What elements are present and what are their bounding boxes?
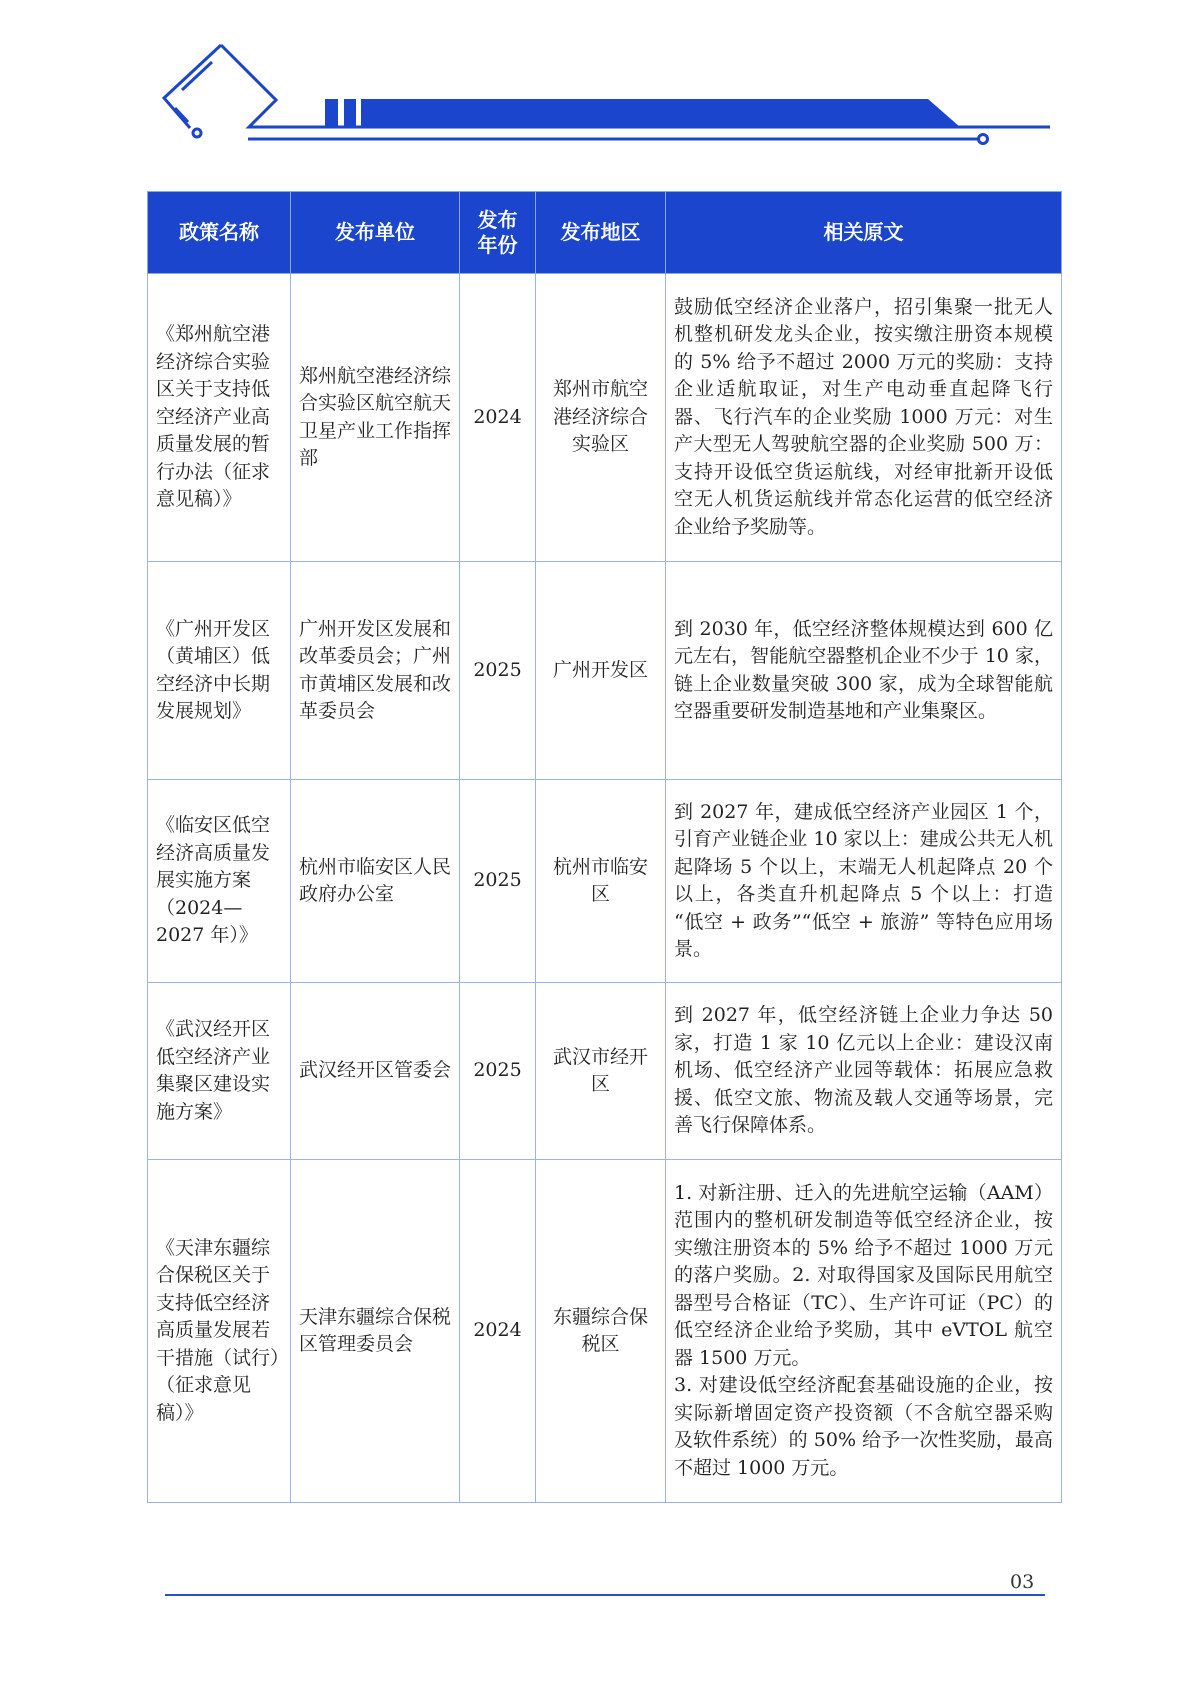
region-cell: 东疆综合保税区 [536, 1160, 666, 1503]
policy-name-cell: 《天津东疆综合保税区关于支持低空经济高质量发展若干措施（试行）（征求意见稿）》 [148, 1160, 291, 1503]
year-cell: 2025 [460, 562, 536, 780]
policy-text-cell: 到 2030 年，低空经济整体规模达到 600 亿元左右，智能航空器整机企业不少于 10 家，链上企业数量突破 300 家，成为全球智能航空器重要研发制造基地和产业集聚区。 [666, 562, 1062, 780]
year-cell: 2025 [460, 780, 536, 983]
table-row [148, 562, 1062, 780]
region-cell: 杭州市临安区 [536, 780, 666, 983]
issuer-cell: 杭州市临安区人民政府办公室 [291, 780, 460, 983]
policy-name-cell: 《临安区低空经济高质量发展实施方案（2024—2027 年）》 [148, 780, 291, 983]
header-region: 发布地区 [536, 192, 666, 274]
table-row [148, 983, 1062, 1160]
region-cell: 武汉市经开区 [536, 983, 666, 1160]
header-issuer: 发布单位 [291, 192, 460, 274]
issuer-cell: 武汉经开区管委会 [291, 983, 460, 1160]
year-cell: 2025 [460, 983, 536, 1160]
table-header-row [148, 192, 1062, 274]
table-row [148, 274, 1062, 562]
issuer-cell: 郑州航空港经济综合实验区航空航天卫星产业工作指挥部 [291, 274, 460, 562]
policy-name-cell: 《郑州航空港经济综合实验区关于支持低空经济产业高质量发展的暂行办法（征求意见稿）》 [148, 274, 291, 562]
table-row [148, 1160, 1062, 1503]
header-text: 相关原文 [666, 192, 1062, 274]
region-cell: 郑州市航空港经济综合实验区 [536, 274, 666, 562]
header-year: 发布年份 [460, 192, 536, 274]
header-policy-name: 政策名称 [148, 192, 291, 274]
page-number: 03 [1010, 1571, 1035, 1593]
issuer-cell: 天津东疆综合保税区管理委员会 [291, 1160, 460, 1503]
year-cell: 2024 [460, 1160, 536, 1503]
region-cell: 广州开发区 [536, 562, 666, 780]
table-row [148, 780, 1062, 983]
issuer-cell: 广州开发区发展和改革委员会；广州市黄埔区发展和改革委员会 [291, 562, 460, 780]
policy-text-cell: 鼓励低空经济企业落户，招引集聚一批无人机整机研发龙头企业，按实缴注册资本规模的 5% 给予不超过 2000 万元的奖励：支持企业适航取证，对生产电动垂直起降飞行器、飞行汽车的企业奖励 1000 万元：对生产大型无人驾驶航空器的企业奖励 500 万：支持开设低空货运航线，对经审批新开设低空无人机货运航线并常态化运营的低空经济企业给予奖励等。 [666, 274, 1062, 562]
header-decoration [0, 0, 1200, 160]
policy-name-cell: 《武汉经开区低空经济产业集聚区建设实施方案》 [148, 983, 291, 1160]
policy-text-cell: 1. 对新注册、迁入的先进航空运输（AAM）范围内的整机研发制造等低空经济企业，按实缴注册资本的 5% 给予不超过 1000 万元的落户奖励。2. 对取得国家及国际民用航空器型号合格证（TC）、生产许可证（PC）的低空经济企业给予奖励，其中 eVTOL 航空器 1500 万元。 3. 对建设低空经济配套基础设施的企业，按实际新增固定资产投资额（不含航空器采购及软件系统）的 50% 给予一次性奖励，最高不超过 1000 万元。 [666, 1160, 1062, 1503]
policy-text-cell: 到 2027 年，低空经济链上企业力争达 50 家，打造 1 家 10 亿元以上企业：建设汉南机场、低空经济产业园等载体：拓展应急救援、低空文旅、物流及载人交通等场景，完善飞行保障体系。 [666, 983, 1062, 1160]
policy-name-cell: 《广州开发区（黄埔区）低空经济中长期发展规划》 [148, 562, 291, 780]
policy-text-cell: 到 2027 年，建成低空经济产业园区 1 个，引育产业链企业 10 家以上：建成公共无人机起降场 5 个以上，末端无人机起降点 20 个以上，各类直升机起降点 5 个以上：打造 “低空 + 政务”“低空 + 旅游” 等特色应用场景。 [666, 780, 1062, 983]
policy-table [147, 191, 1062, 1503]
footer-line [165, 1594, 1045, 1596]
year-cell: 2024 [460, 274, 536, 562]
